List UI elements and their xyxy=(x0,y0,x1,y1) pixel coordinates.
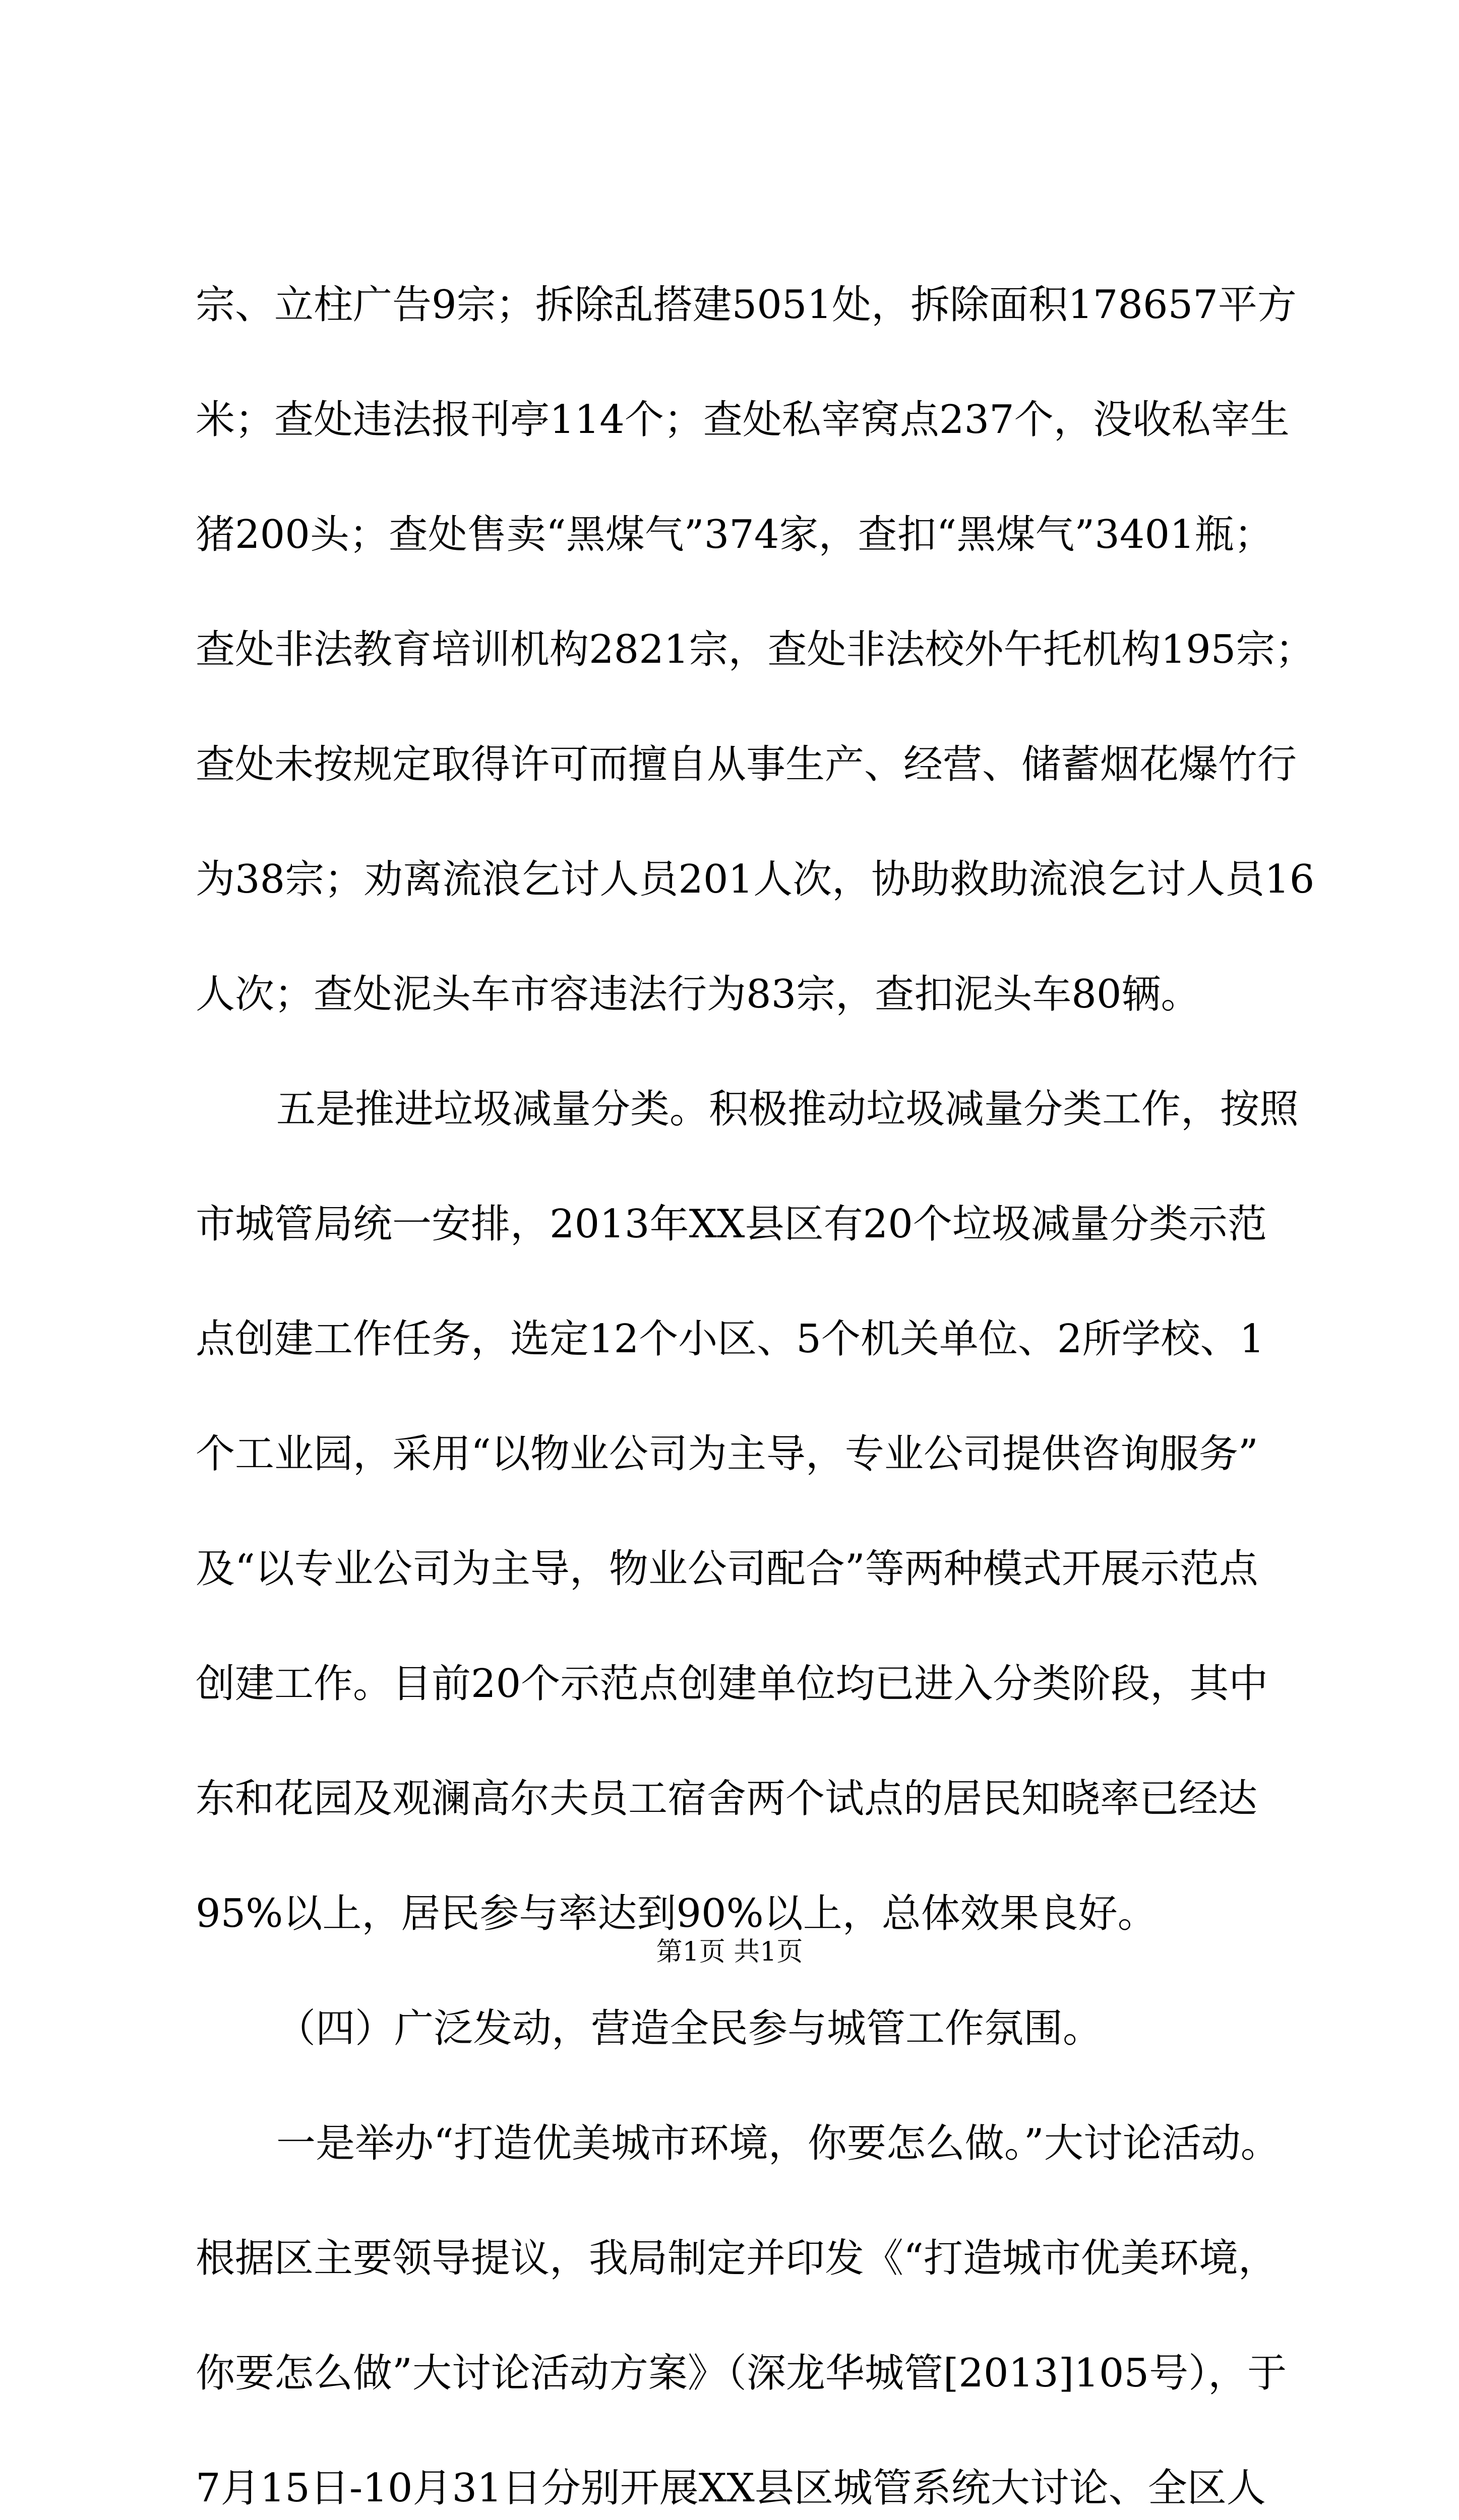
text-line: 你要怎么做”大讨论活动方案》（深龙华城管[2013]105号），于 xyxy=(196,2351,1287,2396)
section-heading: （四）广泛发动，营造全民参与城管工作氛围。 xyxy=(276,2006,1103,2051)
text-line: 95%以上，居民参与率达到90%以上，总体效果良好。 xyxy=(196,1891,1157,1936)
text-line: 东和花园及观澜高尔夫员工宿舍两个试点的居民知晓率已经达 xyxy=(196,1776,1258,1821)
page-number-footer: 第1页 共1页 xyxy=(656,1937,803,1967)
body-text xyxy=(196,267,1315,2520)
text-line: 查处未按规定取得许可而擅自从事生产、经营、储蓄烟花爆竹行 xyxy=(196,742,1297,787)
text-line: 市城管局统一安排，2013年XX县区有20个垃圾减量分类示范 xyxy=(196,1202,1267,1247)
text-line: 猪200头；查处售卖“黑煤气”374家，查扣“黑煤气”3401瓶； xyxy=(196,512,1273,557)
text-line: 创建工作。目前20个示范点创建单位均已进入分类阶段，其中 xyxy=(196,1661,1268,1707)
text-line: 人次；查处泥头车市容违法行为83宗，查扣泥头车80辆。 xyxy=(196,972,1200,1017)
text-line: 7月15日-10月31日分别开展XX县区城管系统大讨论、全区人 xyxy=(196,2466,1266,2511)
paragraph-first-line: 五是推进垃圾减量分类。积极推动垃圾减量分类工作，按照 xyxy=(276,1087,1299,1132)
text-line: 及“以专业公司为主导，物业公司配合”等两种模式开展示范点 xyxy=(196,1546,1258,1592)
text-line: 为38宗；劝离流浪乞讨人员201人次，协助救助流浪乞讨人员16 xyxy=(196,857,1315,902)
text-line: 点创建工作任务，选定12个小区、5个机关单位、2所学校、1 xyxy=(196,1316,1265,1362)
text-line: 米；查处违法报刊亭114个；查处私宰窝点237个，没收私宰生 xyxy=(196,397,1290,443)
text-line: 个工业园，采用“以物业公司为主导，专业公司提供咨询服务” xyxy=(196,1431,1258,1477)
text-line: 查处非法教育培训机构2821宗，查处非法校外午托机构195宗； xyxy=(196,627,1315,672)
text-line: 宗、立柱广告9宗；拆除乱搭建5051处，拆除面积178657平方 xyxy=(196,282,1297,328)
paragraph-first-line: 一是举办“打造优美城市环境，你要怎么做。”大讨论活动。 xyxy=(276,2121,1280,2166)
text-line: 根据区主要领导提议，我局制定并印发《“打造城市优美环境， xyxy=(196,2236,1278,2281)
